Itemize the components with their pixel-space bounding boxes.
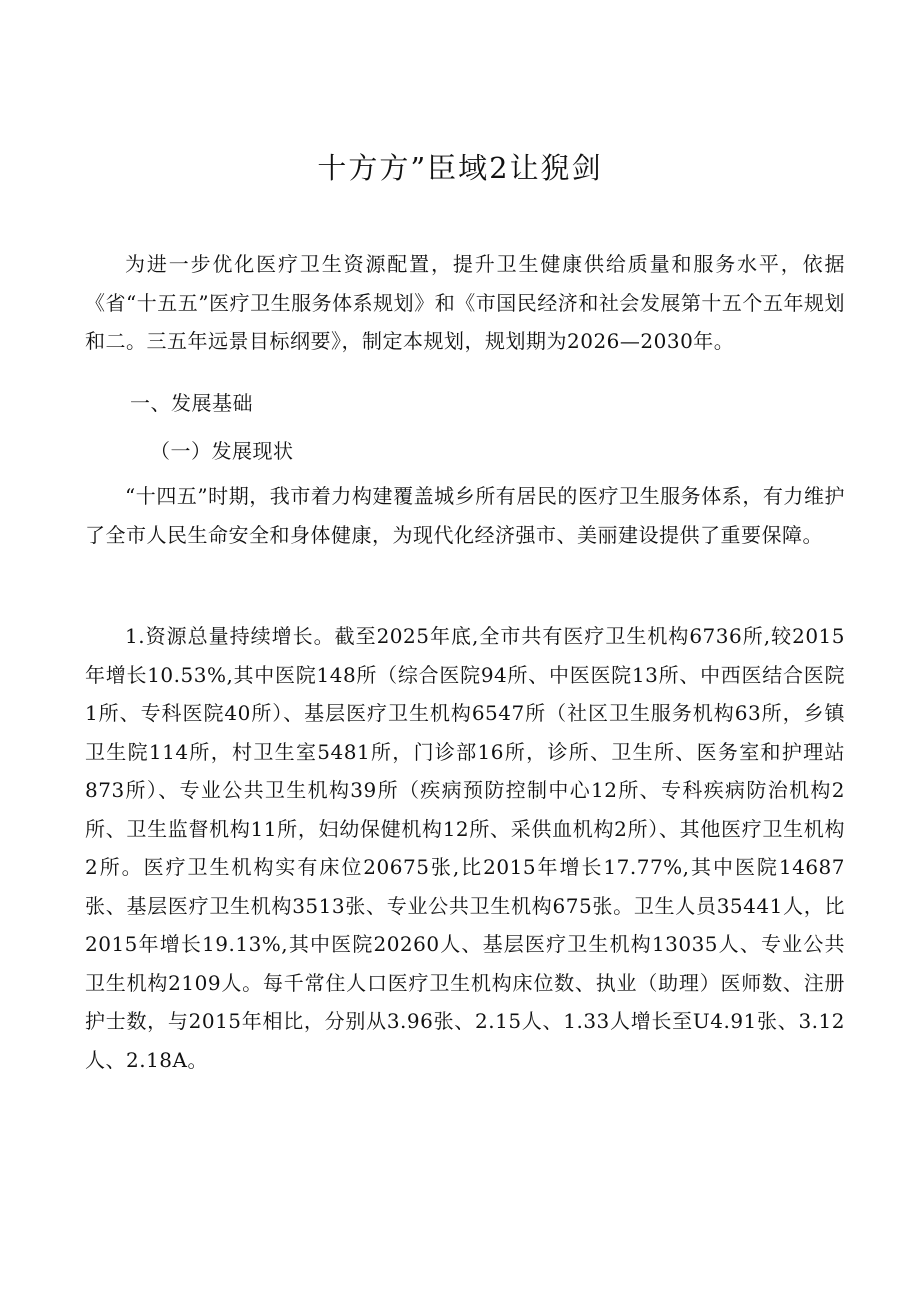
- document-title: 十方方”臣域2让猊剑: [317, 151, 603, 185]
- resource-growth-paragraph: 1.资源总量持续增长。截至2025年底,全市共有医疗卫生机构6736所,较2015年增长10.53%,其中医院148所（综合医院94所、中医医院13所、中西医结合医院1所、专科医院40所）、基层医疗卫生机构6547所（社区卫生服务机构63所，乡镇卫生院114所，村卫生室5481所，门诊部16所，诊所、卫生所、医务室和护理站873所）、专业公共卫生机构39所（疾病预防控制中心12所、专科疾病防治机构2所、卫生监督机构11所，妇幼保健机构12所、采供血机构2所）、其他医疗卫生机构2所。医疗卫生机构实有床位20675张,比2015年增长17.77%,其中医院14687张、基层医疗卫生机构3513张、专业公共卫生机构675张。卫生人员35441人，比2015年增长19.13%,其中医院20260人、基层医疗卫生机构13035人、专业公共卫生机构2109人。每千常住人口医疗卫生机构床位数、执业（助理）医师数、注册护士数，与2015年相比，分别从3.96张、2.15人、1.33人增长至U4.91张、3.12人、2.18A。: [85, 624, 845, 1072]
- status-paragraph: “十四五”时期，我市着力构建覆盖城乡所有居民的医疗卫生服务体系，有力维护了全市人民生命安全和身体健康，为现代化经济强市、美丽建设提供了重要保障。: [85, 484, 845, 547]
- section-heading-development-basis: 一、发展基础: [130, 391, 253, 415]
- subsection-heading-current-status: （一）发展现状: [150, 439, 294, 463]
- intro-paragraph: 为进一步优化医疗卫生资源配置，提升卫生健康供给质量和服务水平，依据《省“十五五”医疗卫生服务体系规划》和《市国民经济和社会发展第十五个五年规划和二。三五年远景目标纲要》，制定本规划，规划期为2026—2030年。: [85, 252, 845, 353]
